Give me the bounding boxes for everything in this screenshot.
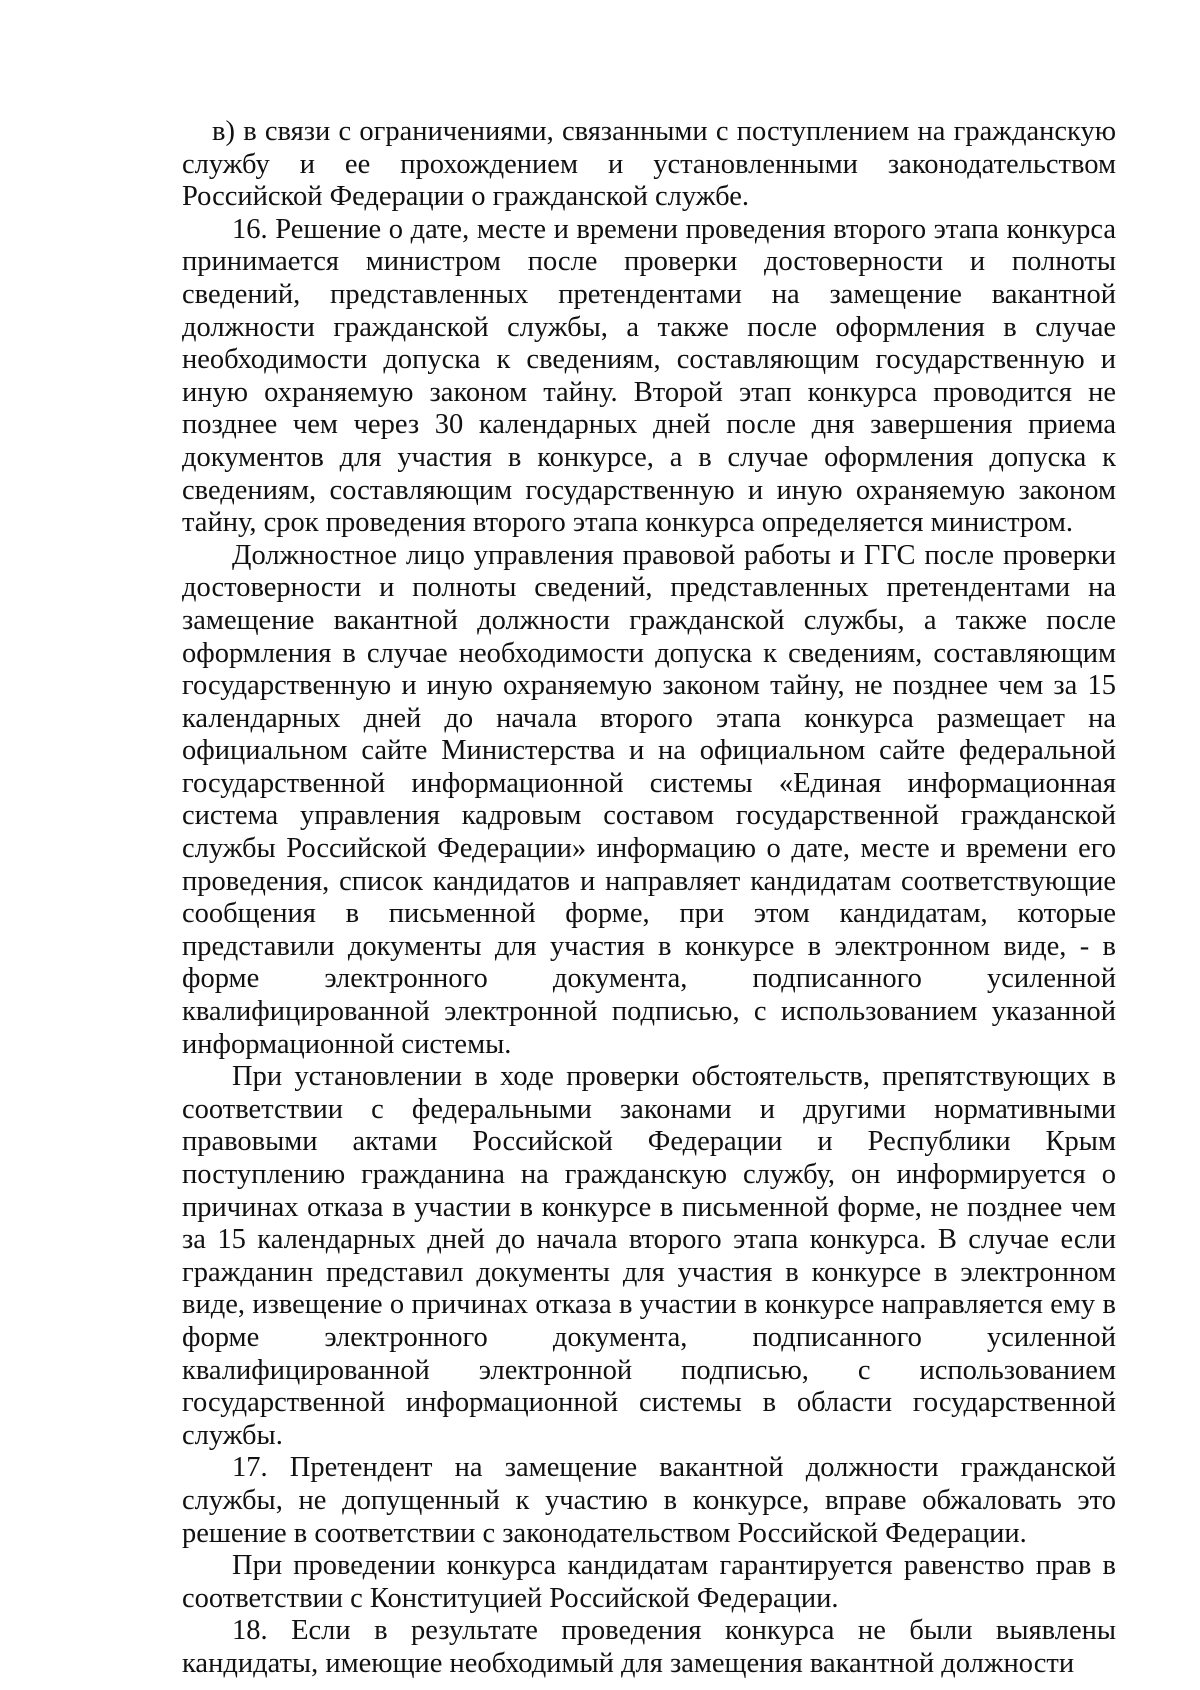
paragraph-subitem-v: в) в связи с ограничениями, связанными с поступлением на гражданскую службу и ее прохождением и установленными законодательством Российской Федерации о гражданской службе. (182, 116, 1116, 213)
paragraph-item-17: 17. Претендент на замещение вакантной должности гражданской службы, не допущенный к участию в конкурсе, вправе обжаловать это решение в соответствии с законодательством Российской Федерации. (182, 1452, 1116, 1549)
paragraph-equal-rights: При проведении конкурса кандидатам гарантируется равенство прав в соответствии с Конституцией Российской Федерации. (182, 1550, 1116, 1614)
paragraph-official-duties: Должностное лицо управления правовой работы и ГГС после проверки достоверности и полноты сведений, представленных претендентами на замещение вакантной должности гражданской службы, а также после оформления в случае необходимости допуска к сведениям, составляющим государственную и иную охраняемую законом тайну, не позднее чем за 15 календарных дней до начала второго этапа конкурса размещает на официальном сайте Министерства и на официальном сайте федеральной государственной информационной системы «Единая информационная система управления кадровым составом государственной гражданской службы Российской Федерации» информацию о дате, месте и времени его проведения, список кандидатов и направляет кандидатам соответствующие сообщения в письменной форме, при этом кандидатам, которые представили документы для участия в конкурсе в электронном виде, - в форме электронного документа, подписанного усиленной квалифицированной электронной подписью, с использованием указанной информационной системы. (182, 539, 1116, 1060)
paragraph-item-16: 16. Решение о дате, месте и времени проведения второго этапа конкурса принимается министром после проверки достоверности и полноты сведений, представленных претендентами на замещение вакантной должности гражданской службы, а также после оформления в случае необходимости допуска к сведениям, составляющим государственную и иную охраняемую законом тайну. Второй этап конкурса проводится не позднее чем через 30 календарных дней после дня завершения приема документов для участия в конкурсе, а в случае оформления допуска к сведениям, составляющим государственную и иную охраняемую законом тайну, срок проведения второго этапа конкурса определяется министром. (182, 213, 1116, 539)
document-page (182, 116, 1116, 1681)
paragraph-item-18: 18. Если в результате проведения конкурса не были выявлены кандидаты, имеющие необходимый для замещения вакантной должности (182, 1615, 1116, 1679)
paragraph-refusal-notice: При установлении в ходе проверки обстоятельств, препятствующих в соответствии с федеральными законами и другими нормативными правовыми актами Российской Федерации и Республики Крым поступлению гражданина на гражданскую службу, он информируется о причинах отказа в участии в конкурсе в письменной форме, не позднее чем за 15 календарных дней до начала второго этапа конкурса. В случае если гражданин представил документы для участия в конкурсе в электронном виде, извещение о причинах отказа в участии в конкурсе направляется ему в форме электронного документа, подписанного усиленной квалифицированной электронной подписью, с использованием государственной информационной системы в области государственной службы. (182, 1061, 1116, 1451)
